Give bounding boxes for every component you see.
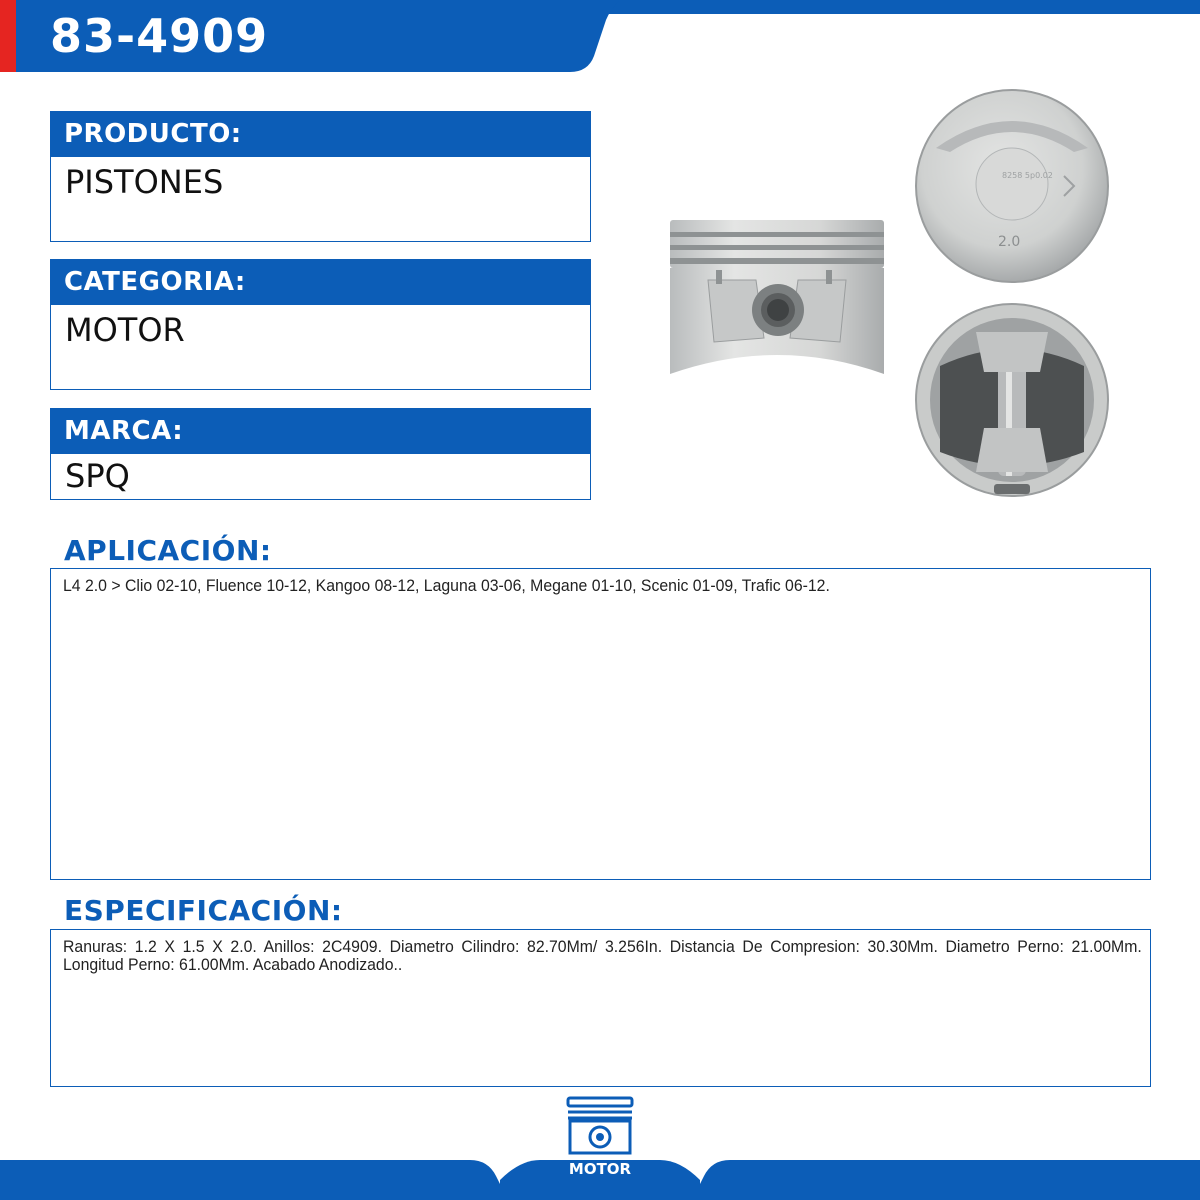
producto-field bbox=[50, 111, 591, 242]
producto-value: PISTONES bbox=[50, 157, 591, 242]
piston-bottom-image bbox=[914, 302, 1110, 498]
marca-label: MARCA: bbox=[50, 408, 591, 454]
footer-motor-label: MOTOR bbox=[568, 1160, 632, 1178]
piston-side-image bbox=[668, 218, 886, 378]
especificacion-title: ESPECIFICACIÓN: bbox=[64, 894, 343, 927]
categoria-value: MOTOR bbox=[50, 305, 591, 390]
aplicacion-title: APLICACIÓN: bbox=[64, 534, 272, 567]
producto-label: PRODUCTO: bbox=[50, 111, 591, 157]
especificacion-text: Ranuras: 1.2 X 1.5 X 2.0. Anillos: 2C4909. Diametro Cilindro: 82.70Mm/ 3.256In. Distancia De Compresion: 30.30Mm. Diametro Perno: 21.00Mm. Longitud Perno: 61.00Mm. Acabado Anodizado.. bbox=[63, 937, 1142, 974]
marca-field bbox=[50, 408, 591, 500]
svg-text:8258 5p0.02: 8258 5p0.02 bbox=[1002, 171, 1053, 180]
product-code: 83-4909 bbox=[50, 9, 269, 63]
aplicacion-box bbox=[50, 568, 1151, 880]
categoria-label: CATEGORIA: bbox=[50, 259, 591, 305]
aplicacion-text: L4 2.0 > Clio 02-10, Fluence 10-12, Kangoo 08-12, Laguna 03-06, Megane 01-10, Scenic 01-09, Trafic 06-12. bbox=[63, 576, 830, 595]
especificacion-box bbox=[50, 929, 1151, 1087]
categoria-field bbox=[50, 259, 591, 390]
crown-marking: 2.0 bbox=[998, 234, 1021, 250]
piston-top-image bbox=[914, 88, 1110, 284]
marca-value: SPQ bbox=[50, 454, 591, 500]
piston-icon bbox=[562, 1093, 638, 1159]
